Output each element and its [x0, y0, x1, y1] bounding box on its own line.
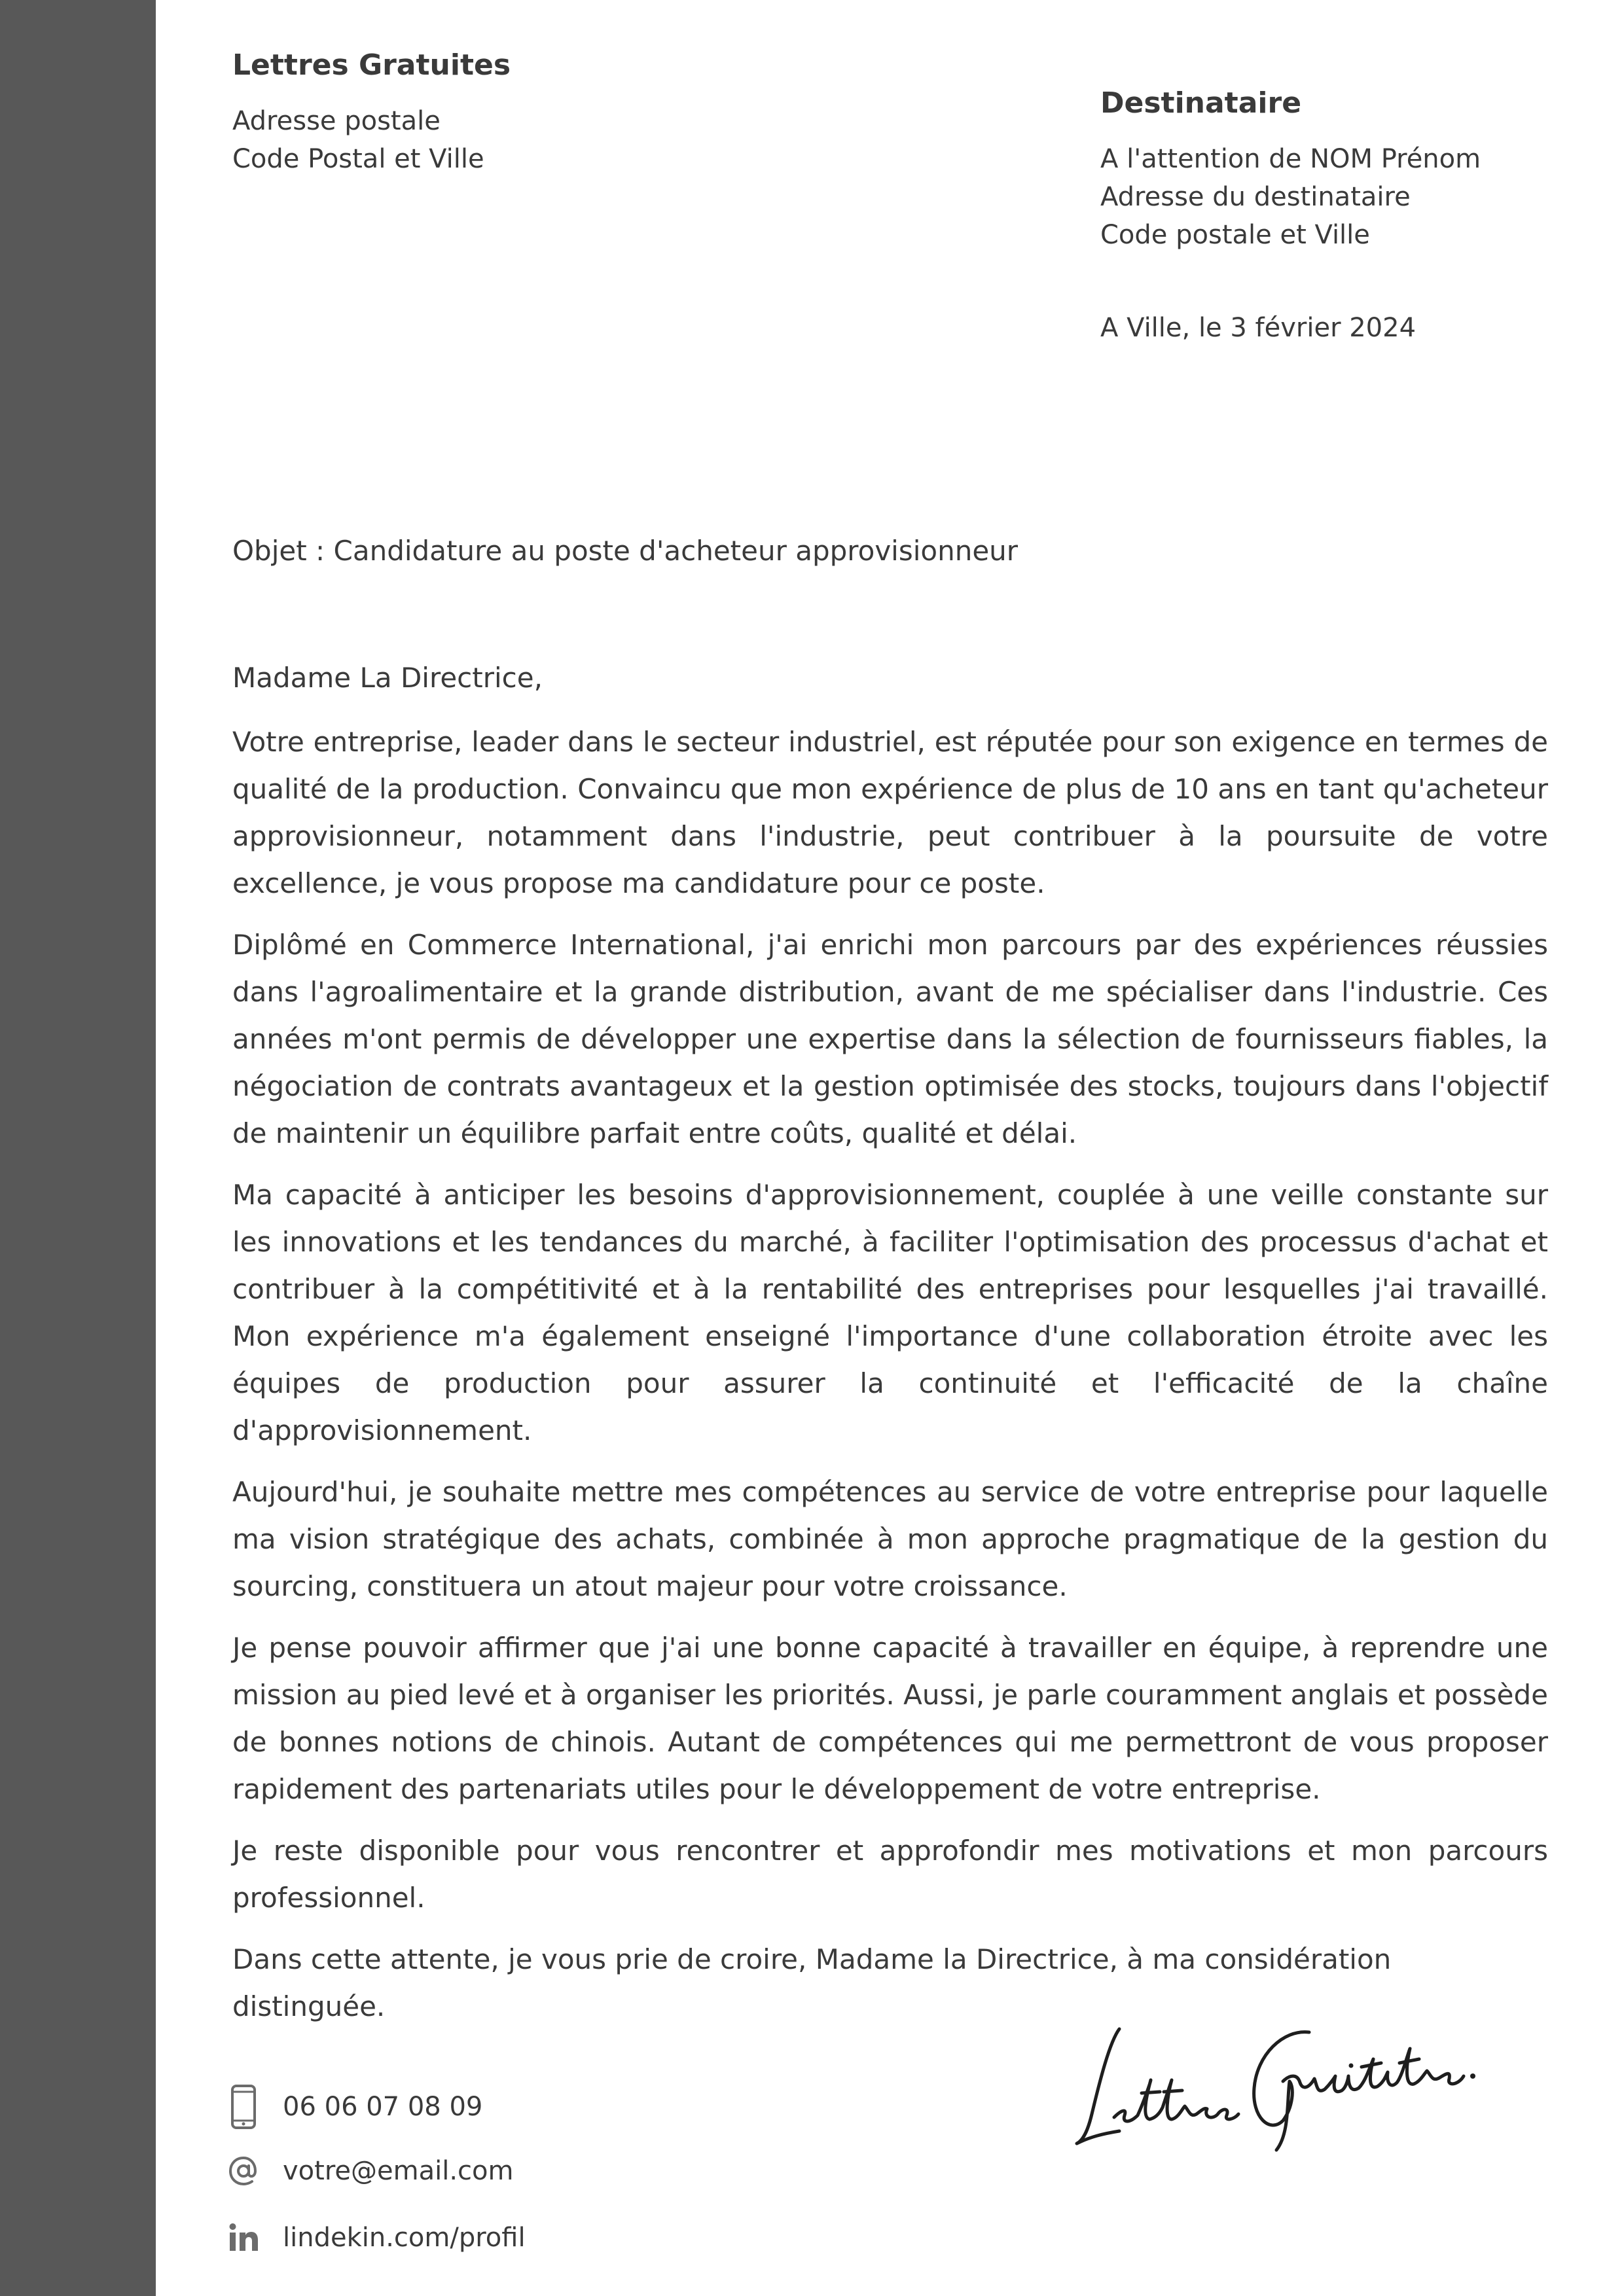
sender-address-line: Adresse postale	[232, 106, 441, 136]
letter-subject: Objet : Candidature au poste d'acheteur approvisionneur	[232, 535, 1019, 567]
salutation: Madame La Directrice,	[232, 662, 543, 694]
smartphone-icon	[228, 2084, 259, 2130]
recipient-title: Destinataire	[1100, 86, 1302, 120]
sender-name: Lettres Gratuites	[232, 48, 511, 82]
linkedin-icon	[228, 2215, 259, 2261]
body-paragraph: Votre entreprise, leader dans le secteur industriel, est réputée pour son exigence en termes de qualité de la production. Convaincu que mon expérience de plus de 10 ans en tant qu'acheteur approvisionneur, notamment dans l'industrie, peut contribuer à la poursuite de votre excellence, je vous propose ma candidature pour ce poste.	[232, 726, 1548, 899]
contact-email	[228, 2148, 817, 2194]
body-paragraph: Je pense pouvoir affirmer que j'ai une bonne capacité à travailler en équipe, à reprendre une mission au pied levé et à organiser les priorités. Aussi, je parle couramment anglais et possède de bonnes notions de chinois. Autant de compétences qui me permettront de vous proposer rapidement des partenariats utiles pour le développement de votre entreprise.	[232, 1632, 1548, 1805]
recipient-block	[1100, 84, 1598, 254]
body-paragraph: Diplômé en Commerce International, j'ai enrichi mon parcours par des expériences réussies dans l'agroalimentaire et la grande distribution, avant de me spécialiser dans l'industrie. Ces années m'ont permis de développer une expertise dans la sélection de fournisseurs fiables, la négociation de contrats avantageux et la gestion optimisée des stocks, toujours dans l'objectif de maintenir un équilibre parfait entre coûts, qualité et délai.	[232, 929, 1548, 1149]
recipient-line: Code postale et Ville	[1100, 220, 1370, 250]
letter-date: A Ville, le 3 février 2024	[1100, 313, 1416, 343]
sidebar-band	[0, 0, 156, 2296]
sender-block	[232, 46, 821, 178]
sender-address-line: Code Postal et Ville	[232, 144, 484, 174]
letter-body	[232, 719, 1548, 2045]
phone-number[interactable]: 06 06 07 08 09	[283, 2092, 483, 2122]
recipient-line: Adresse du destinataire	[1100, 182, 1411, 212]
at-sign-icon	[228, 2148, 259, 2194]
contact-linkedin	[228, 2215, 817, 2261]
closing-paragraph: Dans cette attente, je vous prie de croire, Madame la Directrice, à ma considération distinguée.	[232, 1943, 1392, 2022]
body-paragraph: Aujourd'hui, je souhaite mettre mes compétences au service de votre entreprise pour laquelle ma vision stratégique des achats, combinée à mon approche pragmatique de la gestion du sourcing, constituera un atout majeur pour votre croissance.	[232, 1476, 1548, 1602]
contact-phone	[228, 2084, 817, 2130]
email-address[interactable]: votre@email.com	[283, 2156, 514, 2186]
linkedin-url[interactable]: lindekin.com/profil	[283, 2223, 526, 2253]
body-paragraph: Je reste disponible pour vous rencontrer et approfondir mes motivations et mon parcours professionnel.	[232, 1835, 1548, 1914]
recipient-line: A l'attention de NOM Prénom	[1100, 144, 1481, 174]
signature	[1074, 2003, 1479, 2153]
body-paragraph: Ma capacité à anticiper les besoins d'approvisionnement, couplée à une veille constante sur les innovations et les tendances du marché, à faciliter l'optimisation des processus d'achat et contribuer à la compétitivité et à la rentabilité des entreprises pour lesquelles j'ai travaillé. Mon expérience m'a également enseigné l'importance d'une collaboration étroite avec les équipes de production pour assurer la continuité et l'efficacité de la chaîne d'approvisionnement.	[232, 1179, 1548, 1446]
